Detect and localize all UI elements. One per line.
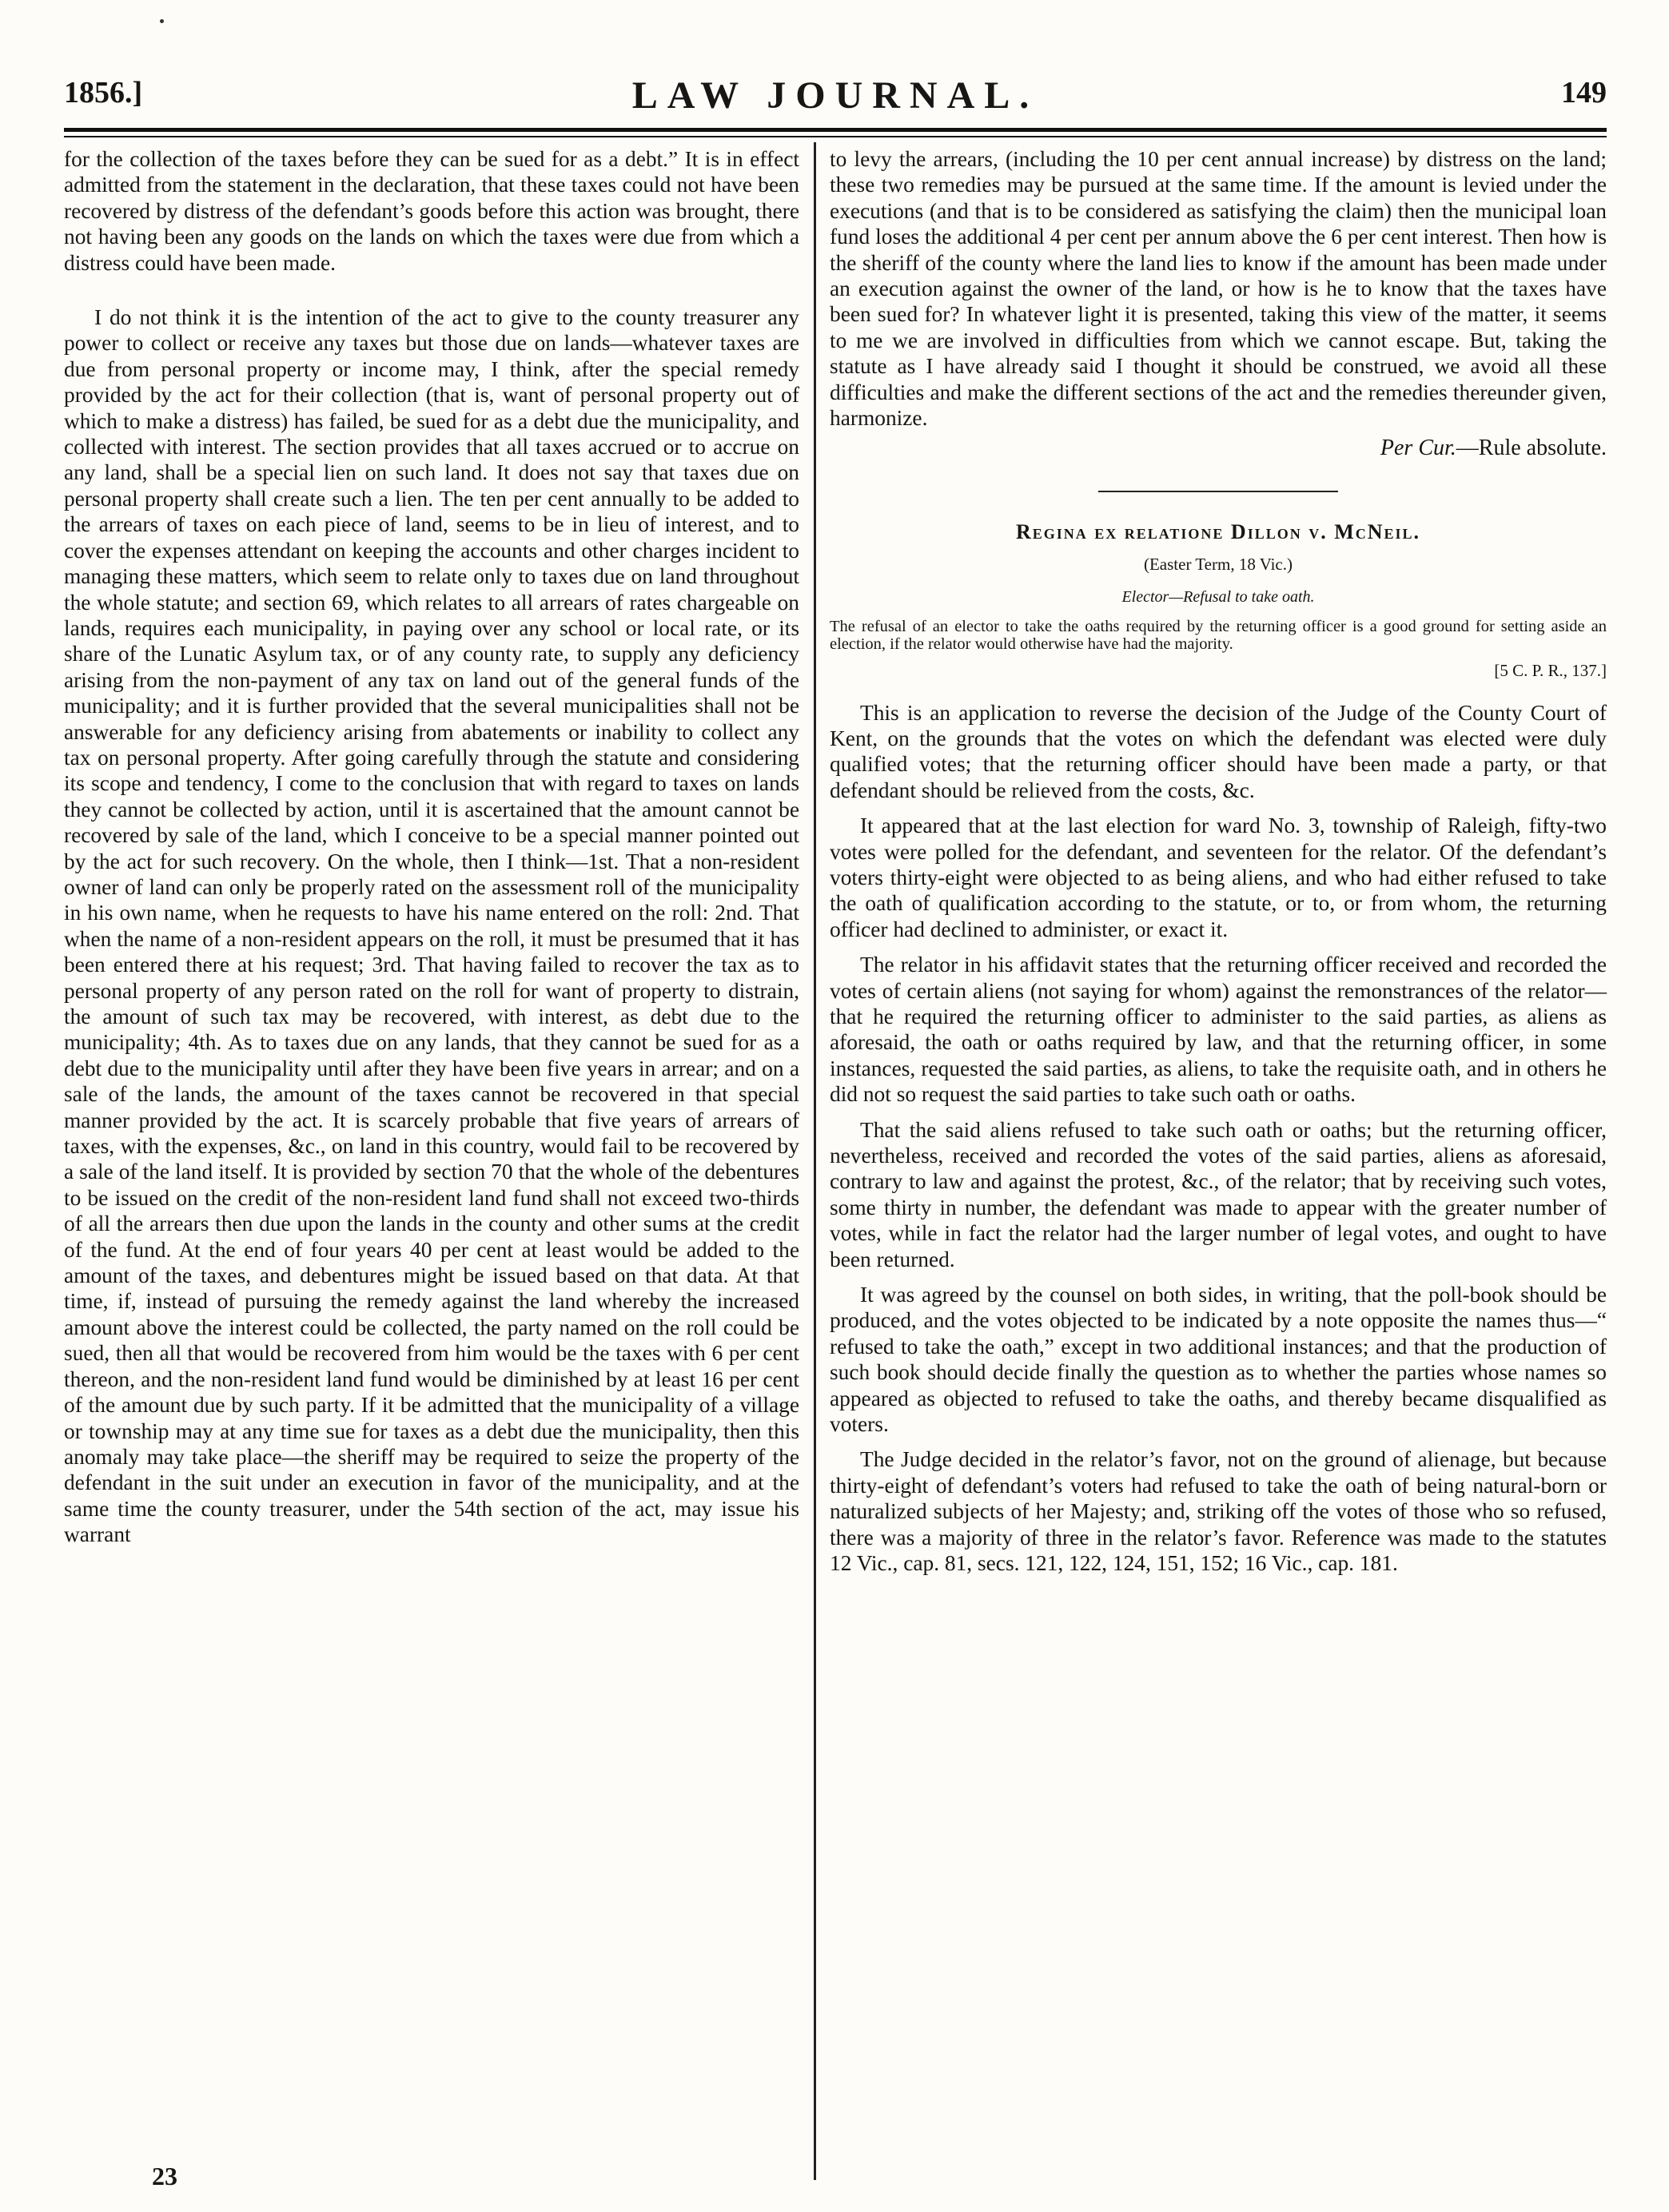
right-paragraph-2: It appeared that at the last election for ward No. 3, township of Raleigh, fifty-two votes were polled for the defendant, and seventeen for the relator. Of the defendant’s voters thirty-eight were objected to as being aliens, and who had either refused to take the oath of qualification according to the statute, or to, or from whom, the returning officer had declined to administer, or exact it.: [830, 814, 1607, 941]
case-term: (Easter Term, 18 Vic.): [1143, 555, 1293, 575]
case-title: Regina ex relatione Dillon v. McNeil.: [1015, 519, 1421, 543]
right-column: [830, 146, 1607, 1577]
page-number: 149: [1561, 76, 1607, 109]
left-paragraph-1: for the collection of the taxes before they can be sued for as a debt.” It is in effect admitted from the statement in the declaration, that these taxes could not have been recovered by distress of the defendant’s goods before this action was brought, there not having been any goods on the lands on which the taxes were due from which a distress could have been made.: [64, 147, 799, 275]
case-topic: Elector—Refusal to take oath.: [1121, 587, 1315, 606]
header-year: 1856.]: [64, 76, 143, 109]
case-headnote: The refusal of an elector to take the oaths required by the returning officer is a good ground for setting aside an election, if the relator would otherwise have had the majority.: [830, 618, 1607, 654]
case-citation: [5 C. P. R., 137.]: [1494, 661, 1607, 681]
right-paragraph-6: The Judge decided in the relator’s favor, not on the ground of alienage, but because thirty-eight of defendant’s voters had refused to take the oath of being natural-born or naturalized subjects of her Majesty; and, striking off the votes of those who so refused, there was a majority of three in the relator’s favor. Reference was made to the statutes 12 Vic., cap. 81, secs. 121, 122, 124, 151, 152; 16 Vic., cap. 181.: [830, 1447, 1607, 1576]
right-paragraph-5: It was agreed by the counsel on both sides, in writing, that the poll-book should be produced, and the votes objected to be indicated by a note opposite the names thus—“ refused to take the oath,” except in two additional instances; and that the production of such book should decide finally the question as to whether the parties whose names so appeared as objected to refused to take the oaths, and thereby became disqualified as voters.: [830, 1283, 1607, 1437]
right-paragraph-1: This is an application to reverse the decision of the Judge of the County Court of Kent, on the grounds that the votes on which the defendant was elected were duly qualified votes; that the returning officer should have been made a party, or that defendant should be relieved from the costs, &c.: [830, 700, 1607, 802]
right-paragraph-3: The relator in his affidavit states that the returning officer received and recorded the votes of certain aliens (not saying for whom) against the remonstrances of the relator—that he required the returning officer to administer to the said parties, as aliens as aforesaid, the oath or oaths required by law, and that the returning officer, in some instances, requested the said parties, as aliens, to take the requisite oath, and in others he did not so request the said parties to take such oath or oaths.: [830, 953, 1607, 1107]
header-rule-thick: [64, 128, 1607, 132]
page-header: [64, 70, 1607, 118]
section-separator: [1098, 491, 1338, 492]
journal-title: LAW JOURNAL.: [631, 74, 1039, 117]
per-curiam-line: [830, 436, 1607, 461]
per-cur-result: —Rule absolute.: [1456, 436, 1607, 461]
signature-mark: 23: [152, 2162, 177, 2190]
left-column: [64, 146, 799, 1548]
right-continuation: to levy the arrears, (including the 10 per cent annual increase) by distress on the land; these two remedies may be pursued at the same time. If the amount is levied under the executions (and that is to be considered as satisfying the claim) then the municipal loan fund loses the additional 4 per cent per annum above the 6 per cent interest. Then how is the sheriff of the county where the land lies to know if the amount has been made under an execution against the owner of the land, or how is he to know that the taxes have been sued for? In whatever light it is presented, taking this view of the matter, it seems to me we are involved in difficulties from which we cannot escape. But, taking the statute as I have already said I thought it should be construed, we avoid all these difficulties and make the different sections of the act and the remedies thereunder given, harmonize.: [830, 147, 1607, 431]
per-cur-label: Per Cur.: [1380, 436, 1456, 461]
header-rule-thin: [64, 136, 1607, 137]
ink-speck: [160, 19, 164, 23]
column-divider: [814, 142, 816, 2180]
right-paragraph-4: That the said aliens refused to take such oath or oaths; but the returning officer, nevertheless, received and recorded the votes of the said parties, aliens as aforesaid, contrary to law and against the protest, &c., of the relator; that by receiving such votes, some thirty in number, the defendant was made to appear with the greater number of votes, while in fact the relator had the larger number of legal votes, and ought to have been returned.: [830, 1117, 1607, 1271]
left-paragraph-2: I do not think it is the intention of the act to give to the county treasurer any power to collect or receive any taxes but those due on lands—whatever taxes are due from personal property or income may, I think, after the special remedy provided by the act for their collection (that is, want of personal property out of which to make a distress) has failed, be sued for as a debt due the municipality, and collected with interest. The section provides that all taxes accrued or to accrue on any land, shall be a special lien on such land. It does not say that taxes due on personal property shall create such a lien. The ten per cent annually to be added to the arrears of taxes on each piece of land, seems to be in lieu of interest, and to cover the expenses attendant on keeping the accounts and other charges incident to managing these matters, which seem to relate only to taxes due on land throughout the whole statute; and section 69, which relates to all arrears of rates chargeable on lands, requires each municipality, in paying over any school or local rate, or its share of the Lunatic Asylum tax, or of any county rate, to supply any deficiency arising from the non-payment of any tax on land out of the general funds of the municipality; and it is further provided that the several municipalities shall not be answerable for any deficiency arising from abatements or inability to collect any tax on personal property. After going carefully through the statute and considering its scope and tendency, I come to the conclusion that with regard to taxes on lands they cannot be collected by action, until it is ascertained that the amount cannot be recovered by sale of the land, which I conceive to be a special manner pointed out by the act for such recovery. On the whole, then I think—1st. That a non-resident owner of land can only be properly rated on the assessment roll of the municipality in his own name, when he requests to have his name entered on the roll: 2nd. That when the name of a non-resident appears on the roll, it must be presumed that it has been entered there at his request; 3rd. That having failed to recover the tax as to personal property of any person rated on the roll for want of property to distrain, the amount of such tax may be recovered, with interest, as debt due to the municipality; 4th. As to taxes due on any lands, that they cannot be sued for as a debt due to the municipality until after they have been five years in arrear; and on a sale of the lands, the amount of the taxes cannot be recovered in that special manner provided by the act. It is scarcely probable that five years of arrears of taxes, with the expenses, &c., on land in this country, would fail to be recovered by a sale of the land itself. It is provided by section 70 that the whole of the debentures to be issued on the credit of the non-resident land fund shall not exceed two-thirds of all the arrears then due upon the lands in the county and other sums at the credit of the fund. At the end of four years 40 per cent at least would be added to the amount of the taxes, and debentures might be issued based on that data. At that time, if, instead of pursuing the remedy against the land whereby the increased amount above the interest could be collected, the party named on the roll could be sued, then all that would be recovered from him would be the taxes with 6 per cent thereon, and the non-resident land fund would be diminished by at least 16 per cent of the amount due by such party. If it be admitted that the municipality of a village or township may at any time sue for taxes as a debt due the municipality, then this anomaly may take place—the sheriff may be required to seize the property of the defendant in the suit under an execution in favor of the municipality, and at the same time the county treasurer, under the 54th section of the act, may issue his warrant: [64, 305, 799, 1547]
